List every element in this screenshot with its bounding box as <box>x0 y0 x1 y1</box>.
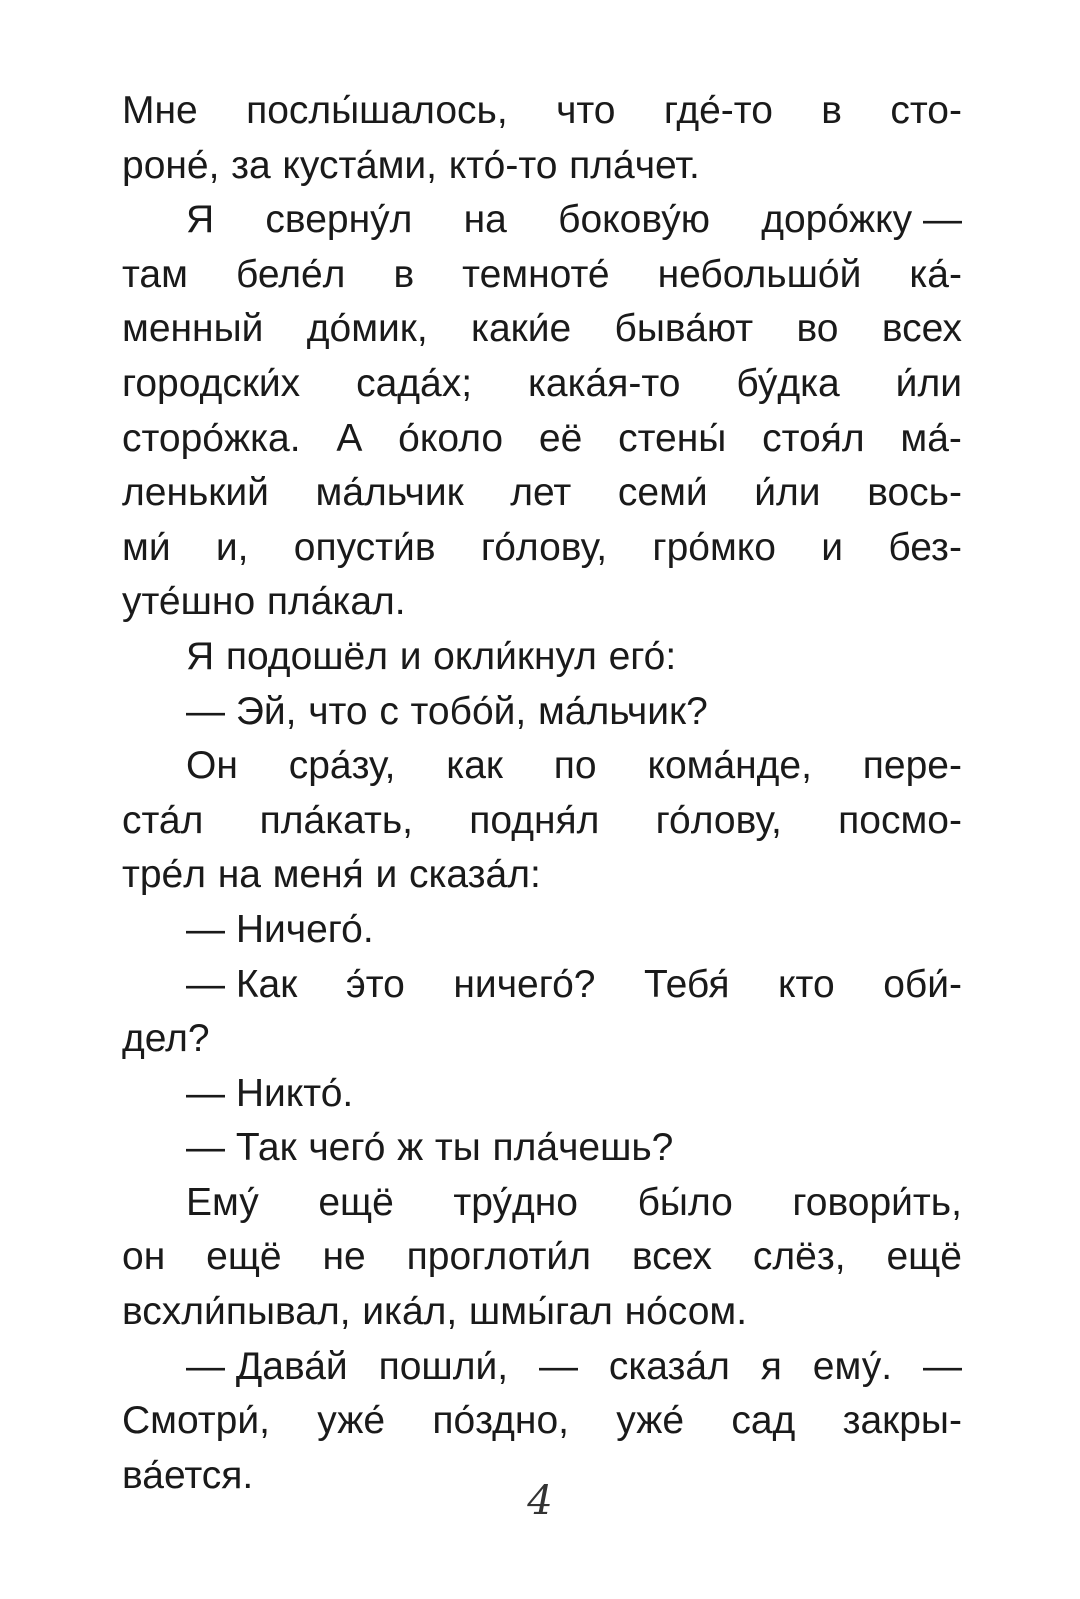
word: сра́зу, <box>288 744 396 788</box>
text-line <box>122 1067 962 1122</box>
word: сад <box>731 1399 796 1443</box>
text-line <box>122 139 962 194</box>
word: А <box>336 416 363 460</box>
text-line <box>122 794 962 849</box>
word: его́: <box>608 634 677 678</box>
word: доро́жку — <box>761 198 962 242</box>
word: кто <box>778 962 835 1006</box>
word: пла́чет. <box>569 143 700 187</box>
text-line <box>122 248 962 303</box>
text-line <box>122 84 962 139</box>
word: кака́я-то <box>528 361 681 405</box>
word: чего́ <box>308 1126 386 1170</box>
word: ещё <box>886 1235 962 1279</box>
story-text <box>122 84 962 1503</box>
word: стены́ <box>618 416 727 460</box>
word: тру́дно <box>453 1180 578 1224</box>
word: сторо́жка. <box>122 416 301 460</box>
word: я <box>760 1344 782 1388</box>
word: городски́х <box>122 361 301 405</box>
text-line <box>122 1176 962 1231</box>
text-line <box>122 412 962 467</box>
word: пошли́, <box>378 1344 509 1388</box>
word: не <box>322 1235 366 1279</box>
word: ва́ется. <box>122 1453 254 1497</box>
word: подня́л <box>469 798 600 842</box>
word: и́ли <box>754 471 821 515</box>
word: её <box>538 416 583 460</box>
word: с <box>379 689 399 733</box>
word: ика́л, <box>362 1290 458 1334</box>
word: уже́ <box>317 1399 386 1443</box>
text-line <box>122 630 962 685</box>
word: оби́- <box>883 962 962 1006</box>
word: Ему́ <box>186 1180 259 1224</box>
word: Смотри́, <box>122 1399 270 1443</box>
word: до́мик, <box>306 307 428 351</box>
word: послы́шалось, <box>246 89 508 132</box>
word: ты <box>434 1126 481 1170</box>
word: Он <box>186 744 238 788</box>
text-line <box>122 903 962 958</box>
word: ещё <box>318 1180 394 1224</box>
word: — Дава́й <box>186 1344 348 1388</box>
word: сверну́л <box>265 198 413 242</box>
word: — <box>538 1344 578 1388</box>
word: стоя́л <box>762 416 865 460</box>
word: куста́ми, <box>282 143 438 187</box>
word: дел? <box>122 1017 210 1061</box>
word: — Как <box>186 962 298 1006</box>
word: роне́, <box>122 143 220 187</box>
word: на <box>463 198 507 242</box>
text-line <box>122 1230 962 1285</box>
word: пла́чешь? <box>492 1126 674 1170</box>
word: го́лову, <box>480 525 608 569</box>
word: посмо- <box>838 798 962 842</box>
word: кто́-то <box>448 143 558 187</box>
word: ма́льчик <box>315 471 464 515</box>
word: бы́ло <box>637 1180 733 1224</box>
word: но́сом. <box>624 1290 748 1334</box>
text-line <box>122 685 962 740</box>
word: закры- <box>842 1399 962 1443</box>
text-line <box>122 1394 962 1449</box>
word: и, <box>215 525 249 569</box>
word: всех <box>881 307 962 351</box>
word: сказа́л: <box>408 853 541 897</box>
word: э́то <box>345 962 405 1006</box>
word: — Так <box>186 1126 297 1170</box>
word: лет <box>510 471 572 515</box>
word: уже́ <box>616 1399 685 1443</box>
text-line <box>122 302 962 357</box>
word: ми́ <box>122 525 171 569</box>
word: Мне <box>122 89 198 132</box>
word: пере- <box>862 744 962 788</box>
word: как <box>446 744 503 788</box>
word: на <box>217 853 261 897</box>
word: бу́дка <box>736 361 840 405</box>
word: в <box>821 89 842 132</box>
word: Тебя́ <box>644 962 730 1006</box>
page-number: 4 <box>527 1478 553 1524</box>
word: ему́. <box>812 1344 893 1388</box>
word: по́здно, <box>432 1399 569 1443</box>
word: ма́льчик? <box>537 689 708 733</box>
word: ж <box>397 1126 424 1170</box>
word: небольшо́й <box>657 252 862 296</box>
word: ленький <box>122 471 269 515</box>
word: — Ничего́. <box>186 907 374 951</box>
word: и́ли <box>895 361 962 405</box>
word: пла́кал. <box>266 580 406 624</box>
word: го́лову, <box>655 798 782 842</box>
word: говори́ть, <box>792 1180 962 1224</box>
word: — Никто́. <box>186 1071 354 1115</box>
word: ма́- <box>900 416 962 460</box>
word: всхли́пывал, <box>122 1290 351 1334</box>
word: беле́л <box>235 252 346 296</box>
word: что <box>308 689 368 733</box>
text-line <box>122 575 962 630</box>
word: уте́шно <box>122 580 256 624</box>
text-line <box>122 1340 962 1395</box>
word: тобо́й, <box>410 689 527 733</box>
word: шмы́гал <box>468 1290 613 1334</box>
text-line <box>122 958 962 1013</box>
word: ничего́? <box>453 962 596 1006</box>
text-line <box>122 848 962 903</box>
word: всех <box>631 1235 712 1279</box>
word: опусти́в <box>293 525 436 569</box>
text-line <box>122 739 962 794</box>
word: и <box>399 634 422 678</box>
word: по <box>553 744 597 788</box>
word: менный <box>122 307 264 351</box>
text-line <box>122 1121 962 1176</box>
text-line <box>122 521 962 576</box>
word: каки́е <box>471 307 572 351</box>
text-line <box>122 1012 962 1067</box>
word: темноте́ <box>462 252 610 296</box>
word: окли́кнул <box>433 634 597 678</box>
word: ещё <box>206 1235 282 1279</box>
word: проглоти́л <box>406 1235 591 1279</box>
word: Я <box>186 198 215 242</box>
word: тре́л <box>122 853 206 897</box>
word: там <box>122 252 188 296</box>
word: бокову́ю <box>558 198 710 242</box>
word: слёз, <box>752 1235 846 1279</box>
word: и <box>375 853 398 897</box>
word: и <box>821 525 844 569</box>
word: меня́ <box>272 853 364 897</box>
word: гро́мко <box>652 525 776 569</box>
word: Я <box>186 634 215 678</box>
word: пла́кать, <box>259 798 413 842</box>
word: где́-то <box>663 89 773 132</box>
word: за <box>231 143 271 187</box>
word: во <box>796 307 839 351</box>
word: быва́ют <box>614 307 754 351</box>
word: сто- <box>890 89 962 132</box>
word: ка́- <box>909 252 962 296</box>
word: подошёл <box>225 634 388 678</box>
word: в <box>393 252 415 296</box>
word: он <box>122 1235 166 1279</box>
word: вось- <box>867 471 962 515</box>
word: о́коло <box>398 416 504 460</box>
word: сказа́л <box>608 1344 730 1388</box>
word: ста́л <box>122 798 204 842</box>
word: — Эй, <box>186 689 297 733</box>
word: — <box>922 1344 962 1388</box>
word: что <box>556 89 616 132</box>
text-line <box>122 466 962 521</box>
word: без- <box>888 525 962 569</box>
text-line <box>122 1285 962 1340</box>
word: сада́х; <box>356 361 473 405</box>
word: кома́нде, <box>647 744 812 788</box>
text-line <box>122 193 962 248</box>
word: семи́ <box>617 471 708 515</box>
text-line <box>122 357 962 412</box>
